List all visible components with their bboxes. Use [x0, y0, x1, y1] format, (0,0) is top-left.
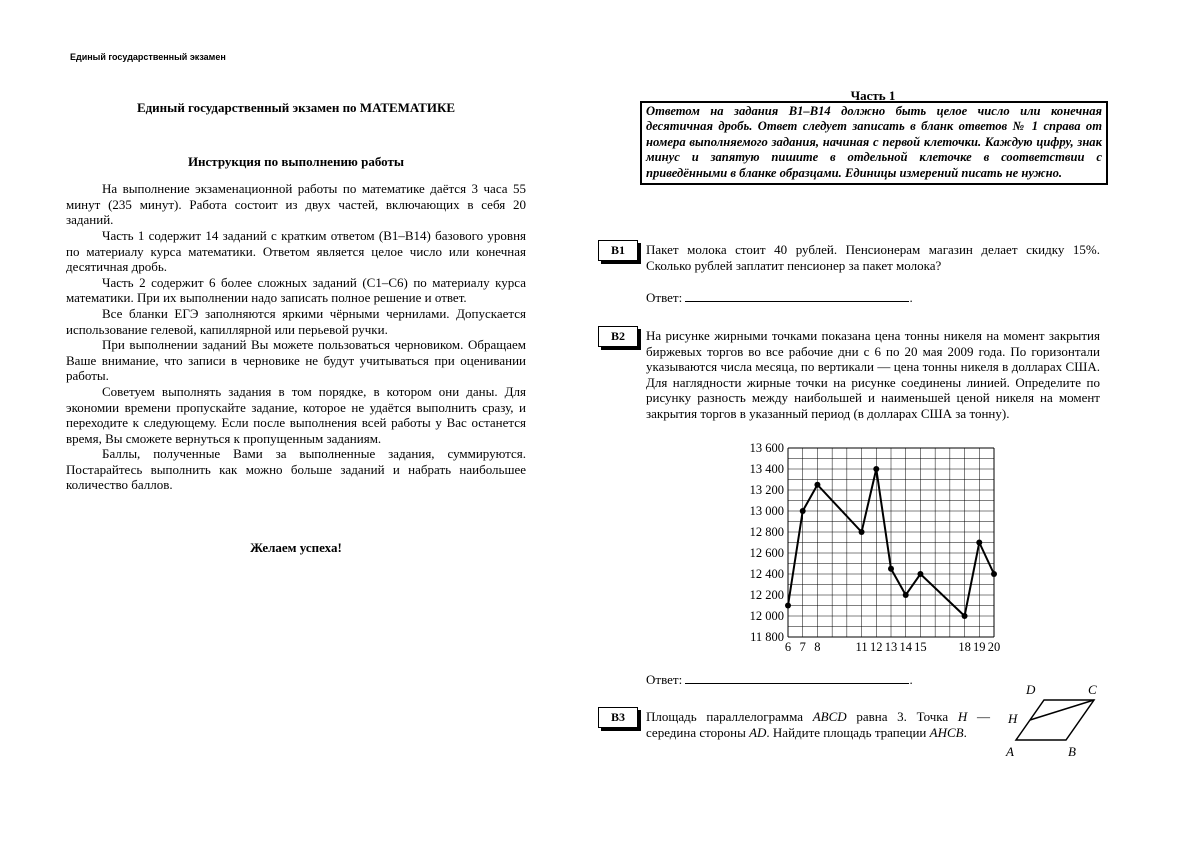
x-tick-label: 11 [855, 640, 868, 654]
instruction-paragraph: На выполнение экзаменационной работы по математике даётся 3 часа 55 минут (235 минут). Работа состоит из двух частей, включающих в себя 20 заданий. [66, 181, 526, 228]
data-point [962, 613, 968, 619]
b3-text: . [963, 724, 967, 740]
data-point [917, 571, 923, 577]
instructions-column [66, 100, 526, 556]
exam-title: Единый государственный экзамен по МАТЕМАТИКЕ [136, 100, 456, 115]
instruction-paragraph: Баллы, полученные Вами за выполненные задания, суммируются. Постарайтесь выполнить как можно больше заданий и набрать наибольшее количество баллов. [66, 446, 526, 493]
y-tick-label: 13 000 [749, 504, 784, 518]
answer-blank[interactable] [685, 671, 909, 684]
x-tick-label: 7 [799, 640, 806, 654]
instruction-paragraph: Советуем выполнять задания в том порядке, в котором они даны. Для экономии времени пропускайте задание, которое не удаётся выполнить сразу, и переходите к следующему. Если после выполнения всей работы у Вас останется время, Вы сможете вернуться к пропущенным заданиям. [66, 383, 526, 446]
instructions-title: Инструкция по выполнению работы [187, 153, 405, 169]
data-point [976, 540, 982, 546]
answer-end: . [909, 290, 913, 305]
y-tick-label: 13 400 [749, 462, 784, 476]
part-title: Часть 1 [850, 88, 896, 103]
vertex-label-c: C [1088, 682, 1097, 697]
data-point [814, 482, 820, 488]
x-tick-label: 19 [973, 640, 986, 654]
b3-text: — середина стороны [646, 709, 990, 740]
x-tick-label: 18 [958, 640, 971, 654]
x-tick-label: 13 [884, 640, 898, 654]
y-tick-label: 13 600 [749, 441, 784, 455]
x-tick-label: 14 [899, 640, 912, 654]
y-tick-label: 12 400 [749, 567, 784, 581]
task-text-b1: Пакет молока стоит 40 рублей. Пенсионерам магазин делает скидку 15%. Сколько рублей заплатит пенсионер за пакет молока? [646, 242, 1100, 273]
data-point [859, 529, 865, 535]
instruction-paragraph: Все бланки ЕГЭ заполняются яркими чёрными чернилами. Допускается использование гелевой, капиллярной или перьевой ручки. [66, 305, 526, 337]
data-point [991, 571, 997, 577]
instruction-paragraph: Часть 2 содержит 6 более сложных заданий (C1–C6) по материалу курса математики. При их выполнении надо записать полное решение и ответ. [66, 274, 526, 306]
task-label-b1: B1 [598, 240, 638, 261]
y-tick-label: 11 800 [750, 630, 784, 644]
data-point [800, 508, 806, 514]
answer-notice-box: Ответом на задания B1–B14 должно быть целое число или конечная десятичная дробь. Ответ следует записать в бланк ответов № 1 справа от номера выполняемого задания, начиная с первой клеточки. Каждую цифру, знак минус и запятую пишите в отдельной клеточке в соответствии с приведёнными в бланке образцами. Единицы измерений писать не нужно. [640, 101, 1108, 185]
y-tick-label: 12 000 [749, 609, 784, 623]
y-tick-label: 12 600 [749, 546, 784, 560]
vertex-label-b: B [1068, 744, 1076, 759]
y-tick-label: 12 200 [749, 588, 784, 602]
y-tick-label: 12 800 [749, 525, 784, 539]
data-point [785, 603, 791, 609]
task-text-b2: На рисунке жирными точками показана цена тонны никеля на момент закрытия биржевых торгов во все рабочие дни с 6 по 20 мая 2009 года. По горизонтали указываются числа месяца, по вертикали — цена тонны никеля в долларах США. Для наглядности жирные точки на рисунке соединены линией. Определите по рисунку разность между наибольшей и наименьшей ценой никеля на момент закрытия торгов в указанный период (в долларах США за тонну). [646, 328, 1100, 421]
b3-var-abcd: ABCD [812, 709, 847, 724]
b3-var-ad: AD [749, 724, 767, 740]
task-label-b3: B3 [598, 707, 638, 728]
b3-var-h: H [957, 709, 968, 724]
vertex-label-a: A [1006, 744, 1014, 759]
good-luck-text: Желаем успеха! [250, 540, 342, 556]
answer-line-b2[interactable] [646, 671, 913, 688]
instruction-paragraph: При выполнении заданий Вы можете пользоваться черновиком. Обращаем Ваше внимание, что записи в черновике не будут учитываться при оценивании работы. [66, 337, 526, 384]
b3-text: равна 3. Точка [856, 709, 949, 724]
x-tick-label: 8 [814, 640, 821, 654]
answer-label: Ответ: [646, 290, 683, 305]
answer-blank[interactable] [685, 289, 909, 302]
answer-end: . [909, 672, 913, 687]
vertex-label-h: H [1008, 711, 1018, 726]
nickel-price-chart [738, 440, 1002, 656]
x-tick-label: 12 [870, 640, 883, 654]
x-tick-label: 6 [784, 640, 792, 654]
data-point [888, 566, 894, 572]
segment-hc [1030, 700, 1094, 720]
x-tick-label: 20 [987, 640, 1001, 654]
answer-label: Ответ: [646, 672, 683, 687]
y-tick-label: 13 200 [749, 483, 784, 497]
task-label-b2: B2 [598, 326, 638, 347]
data-point [903, 592, 909, 598]
b3-text: Площадь параллелограмма [646, 709, 803, 724]
b3-text: . Найдите площадь трапеции [766, 724, 927, 740]
vertex-label-d: D [1026, 682, 1036, 697]
x-tick-label: 15 [914, 640, 927, 654]
parallelogram-shape [1016, 700, 1094, 740]
b3-var-ahcb: AHCB [929, 724, 964, 740]
task-text-b3 [646, 709, 990, 740]
data-point [873, 466, 879, 472]
instruction-paragraph: Часть 1 содержит 14 заданий с кратким ответом (B1–B14) базового уровня по материалу курса математики. Ответом является целое число или конечная десятичная дробь. [66, 227, 526, 275]
parallelogram-figure [1000, 680, 1110, 762]
answer-line-b1[interactable] [646, 289, 913, 306]
page-header: Единый государственный экзамен [70, 52, 226, 62]
